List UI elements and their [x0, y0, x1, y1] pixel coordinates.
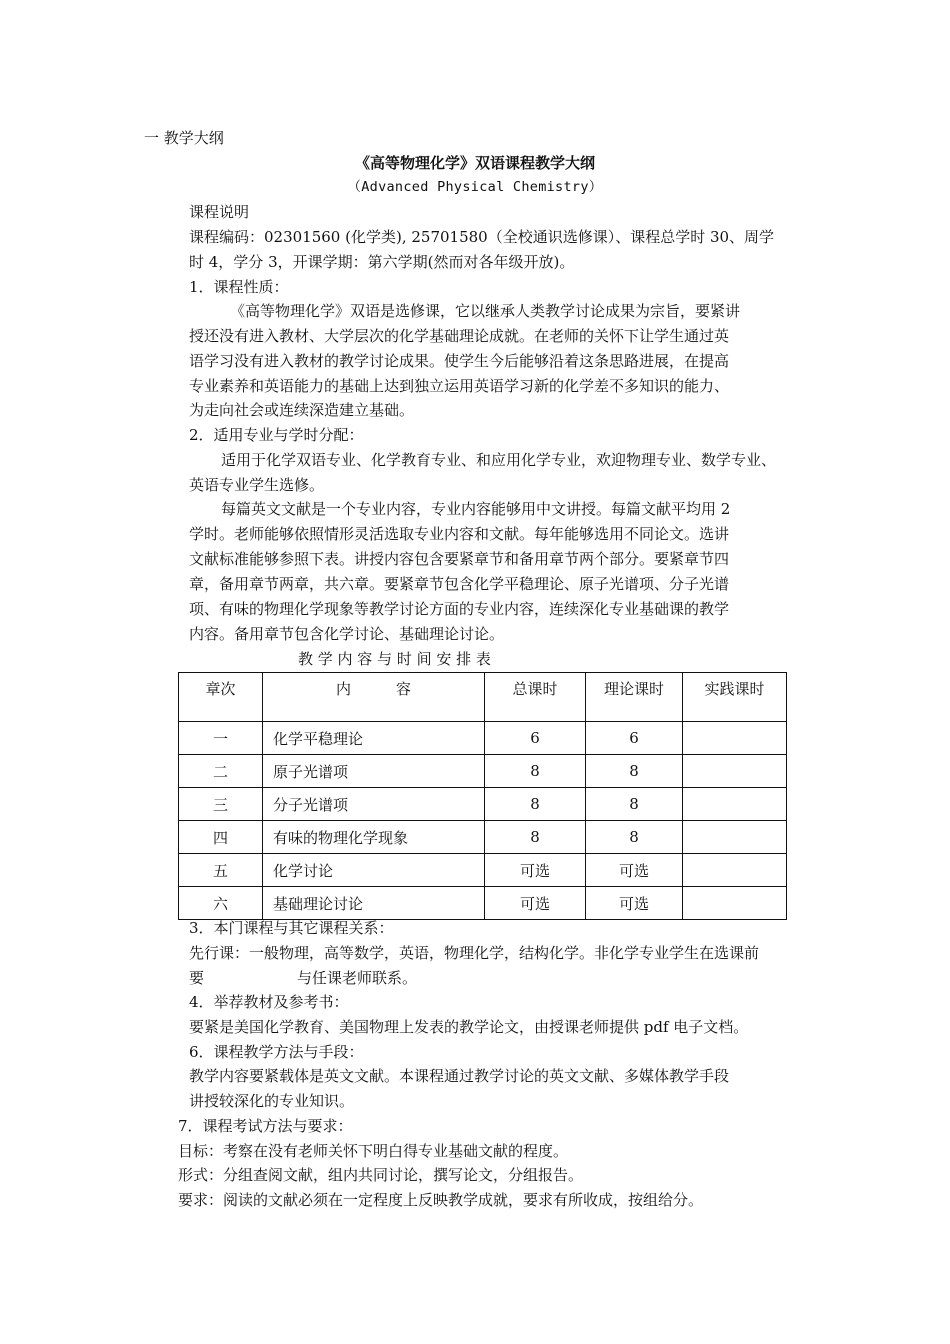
paragraph-line: 学时。老师能够依照情形灵活选取专业内容和文献。每年能够选用不同论文。选讲 [189, 525, 730, 543]
course-code-line: 时 4，学分 3，开课学期：第六学期(然而对各年级开放)。 [189, 253, 575, 271]
section-6-heading: 6．课程教学方法与手段： [189, 1043, 364, 1061]
table-cell [683, 887, 787, 920]
table-cell: 四 [179, 821, 263, 854]
table-cell: 可选 [586, 854, 683, 887]
table-row [179, 788, 787, 821]
section-1-heading: 1．课程性质： [189, 278, 289, 296]
paragraph-line: 目标：考察在没有老师关怀下明白得专业基础文献的程度。 [178, 1142, 569, 1160]
table-cell: 三 [179, 788, 263, 821]
table-caption: 教 学 内 容 与 时 间 安 排 表 [298, 650, 491, 668]
paragraph-line: 文献标准能够参照下表。讲授内容包含要紧章节和备用章节两个部分。要紧章节四 [189, 550, 730, 568]
paragraph-line: 与任课老师联系。 [297, 969, 418, 987]
section-2-heading: 2．适用专业与学时分配： [189, 426, 364, 444]
table-header-cell: 内 容 [263, 673, 485, 722]
table-cell: 有味的物理化学现象 [263, 821, 485, 854]
paragraph-line: 英语专业学生选修。 [189, 476, 325, 494]
paragraph-line: 教学内容要紧载体是英文文献。本课程通过教学讨论的英文文献、多媒体教学手段 [189, 1067, 730, 1085]
paragraph-line: 章，备用章节两章，共六章。要紧章节包含化学平稳理论、原子光谱项、分子光谱 [189, 575, 730, 593]
paragraph-line: 先行课：一般物理，高等数学，英语，物理化学，结构化学。非化学专业学生在选课前 [189, 944, 760, 962]
table-cell: 一 [179, 722, 263, 755]
table-cell: 可选 [485, 854, 586, 887]
table-row [179, 722, 787, 755]
table-cell: 6 [586, 722, 683, 755]
table-cell: 可选 [485, 887, 586, 920]
document-subtitle: （Advanced Physical Chemistry） [347, 179, 603, 195]
table-row [179, 854, 787, 887]
paragraph-line: 内容。备用章节包含化学讨论、基础理论讨论。 [189, 625, 505, 643]
course-code-line: 课程编码：02301560 (化学类), 25701580（全校通识选修课）、课程总学时 30、周学 [189, 228, 775, 246]
table-cell: 六 [179, 887, 263, 920]
paragraph-line: 为走向社会或连续深造建立基础。 [189, 401, 415, 419]
table-cell: 二 [179, 755, 263, 788]
table-cell: 8 [586, 788, 683, 821]
table-header-row [179, 673, 787, 722]
table-cell: 五 [179, 854, 263, 887]
table-cell: 化学讨论 [263, 854, 485, 887]
paragraph-line: 要求：阅读的文献必须在一定程度上反映教学成就，要求有所收成，按组给分。 [178, 1191, 704, 1209]
paragraph-line: 项、有味的物理化学现象等教学讨论方面的专业内容，连续深化专业基础课的教学 [189, 600, 730, 618]
table-cell: 8 [586, 821, 683, 854]
table-cell: 分子光谱项 [263, 788, 485, 821]
table-cell [683, 788, 787, 821]
paragraph-line: 授还没有进入教材、大学层次的化学基础理论成就。在老师的关怀下让学生通过英 [189, 327, 730, 345]
paragraph-line: 讲授较深化的专业知识。 [189, 1092, 355, 1110]
table-cell: 化学平稳理论 [263, 722, 485, 755]
paragraph-line: 形式：分组查阅文献，组内共同讨论，撰写论文，分组报告。 [178, 1166, 584, 1184]
course-desc-heading: 课程说明 [189, 203, 250, 221]
table-cell [683, 722, 787, 755]
table-header-cell: 总课时 [485, 673, 586, 722]
schedule-table [178, 672, 787, 920]
table-header-cell: 实践课时 [683, 673, 787, 722]
paragraph-line: 要紧是美国化学教育、美国物理上发表的教学论文，由授课老师提供 pdf 电子文档。 [189, 1018, 749, 1036]
paragraph-line: 语学习没有进入教材的教学讨论成果。使学生今后能够沿着这条思路进展，在提高 [189, 352, 730, 370]
table-cell: 基础理论讨论 [263, 887, 485, 920]
paragraph-line: 专业素养和英语能力的基础上达到独立运用英语学习新的化学差不多知识的能力、 [189, 377, 730, 395]
table-cell: 8 [485, 821, 586, 854]
table-row [179, 821, 787, 854]
paragraph-line: 适用于化学双语专业、化学教育专业、和应用化学专业，欢迎物理专业、数学专业、 [221, 451, 777, 469]
section-heading: 一 教学大纲 [144, 129, 224, 147]
table-cell [683, 854, 787, 887]
paragraph-line: 要 [189, 969, 205, 987]
table-cell: 8 [586, 755, 683, 788]
table-cell: 可选 [586, 887, 683, 920]
section-7-heading: 7．课程考试方法与要求： [178, 1117, 353, 1135]
table-row [179, 887, 787, 920]
table-cell: 8 [485, 755, 586, 788]
table-cell [683, 821, 787, 854]
table-cell: 8 [485, 788, 586, 821]
table-cell [683, 755, 787, 788]
table-header-cell: 理论课时 [586, 673, 683, 722]
paragraph-line: 《高等物理化学》双语是选修课，它以继承人类教学讨论成果为宗旨，要紧讲 [230, 302, 741, 320]
table-row [179, 755, 787, 788]
table-cell: 6 [485, 722, 586, 755]
table-header-cell: 章次 [179, 673, 263, 722]
section-4-heading: 4．举荐教材及参考书： [189, 993, 349, 1011]
paragraph-line: 每篇英文文献是一个专业内容，专业内容能够用中文讲授。每篇文献平均用 2 [221, 500, 731, 518]
section-3-heading: 3．本门课程与其它课程关系： [189, 919, 394, 937]
document-title: 《高等物理化学》双语课程教学大纲 [354, 154, 595, 172]
table-cell: 原子光谱项 [263, 755, 485, 788]
